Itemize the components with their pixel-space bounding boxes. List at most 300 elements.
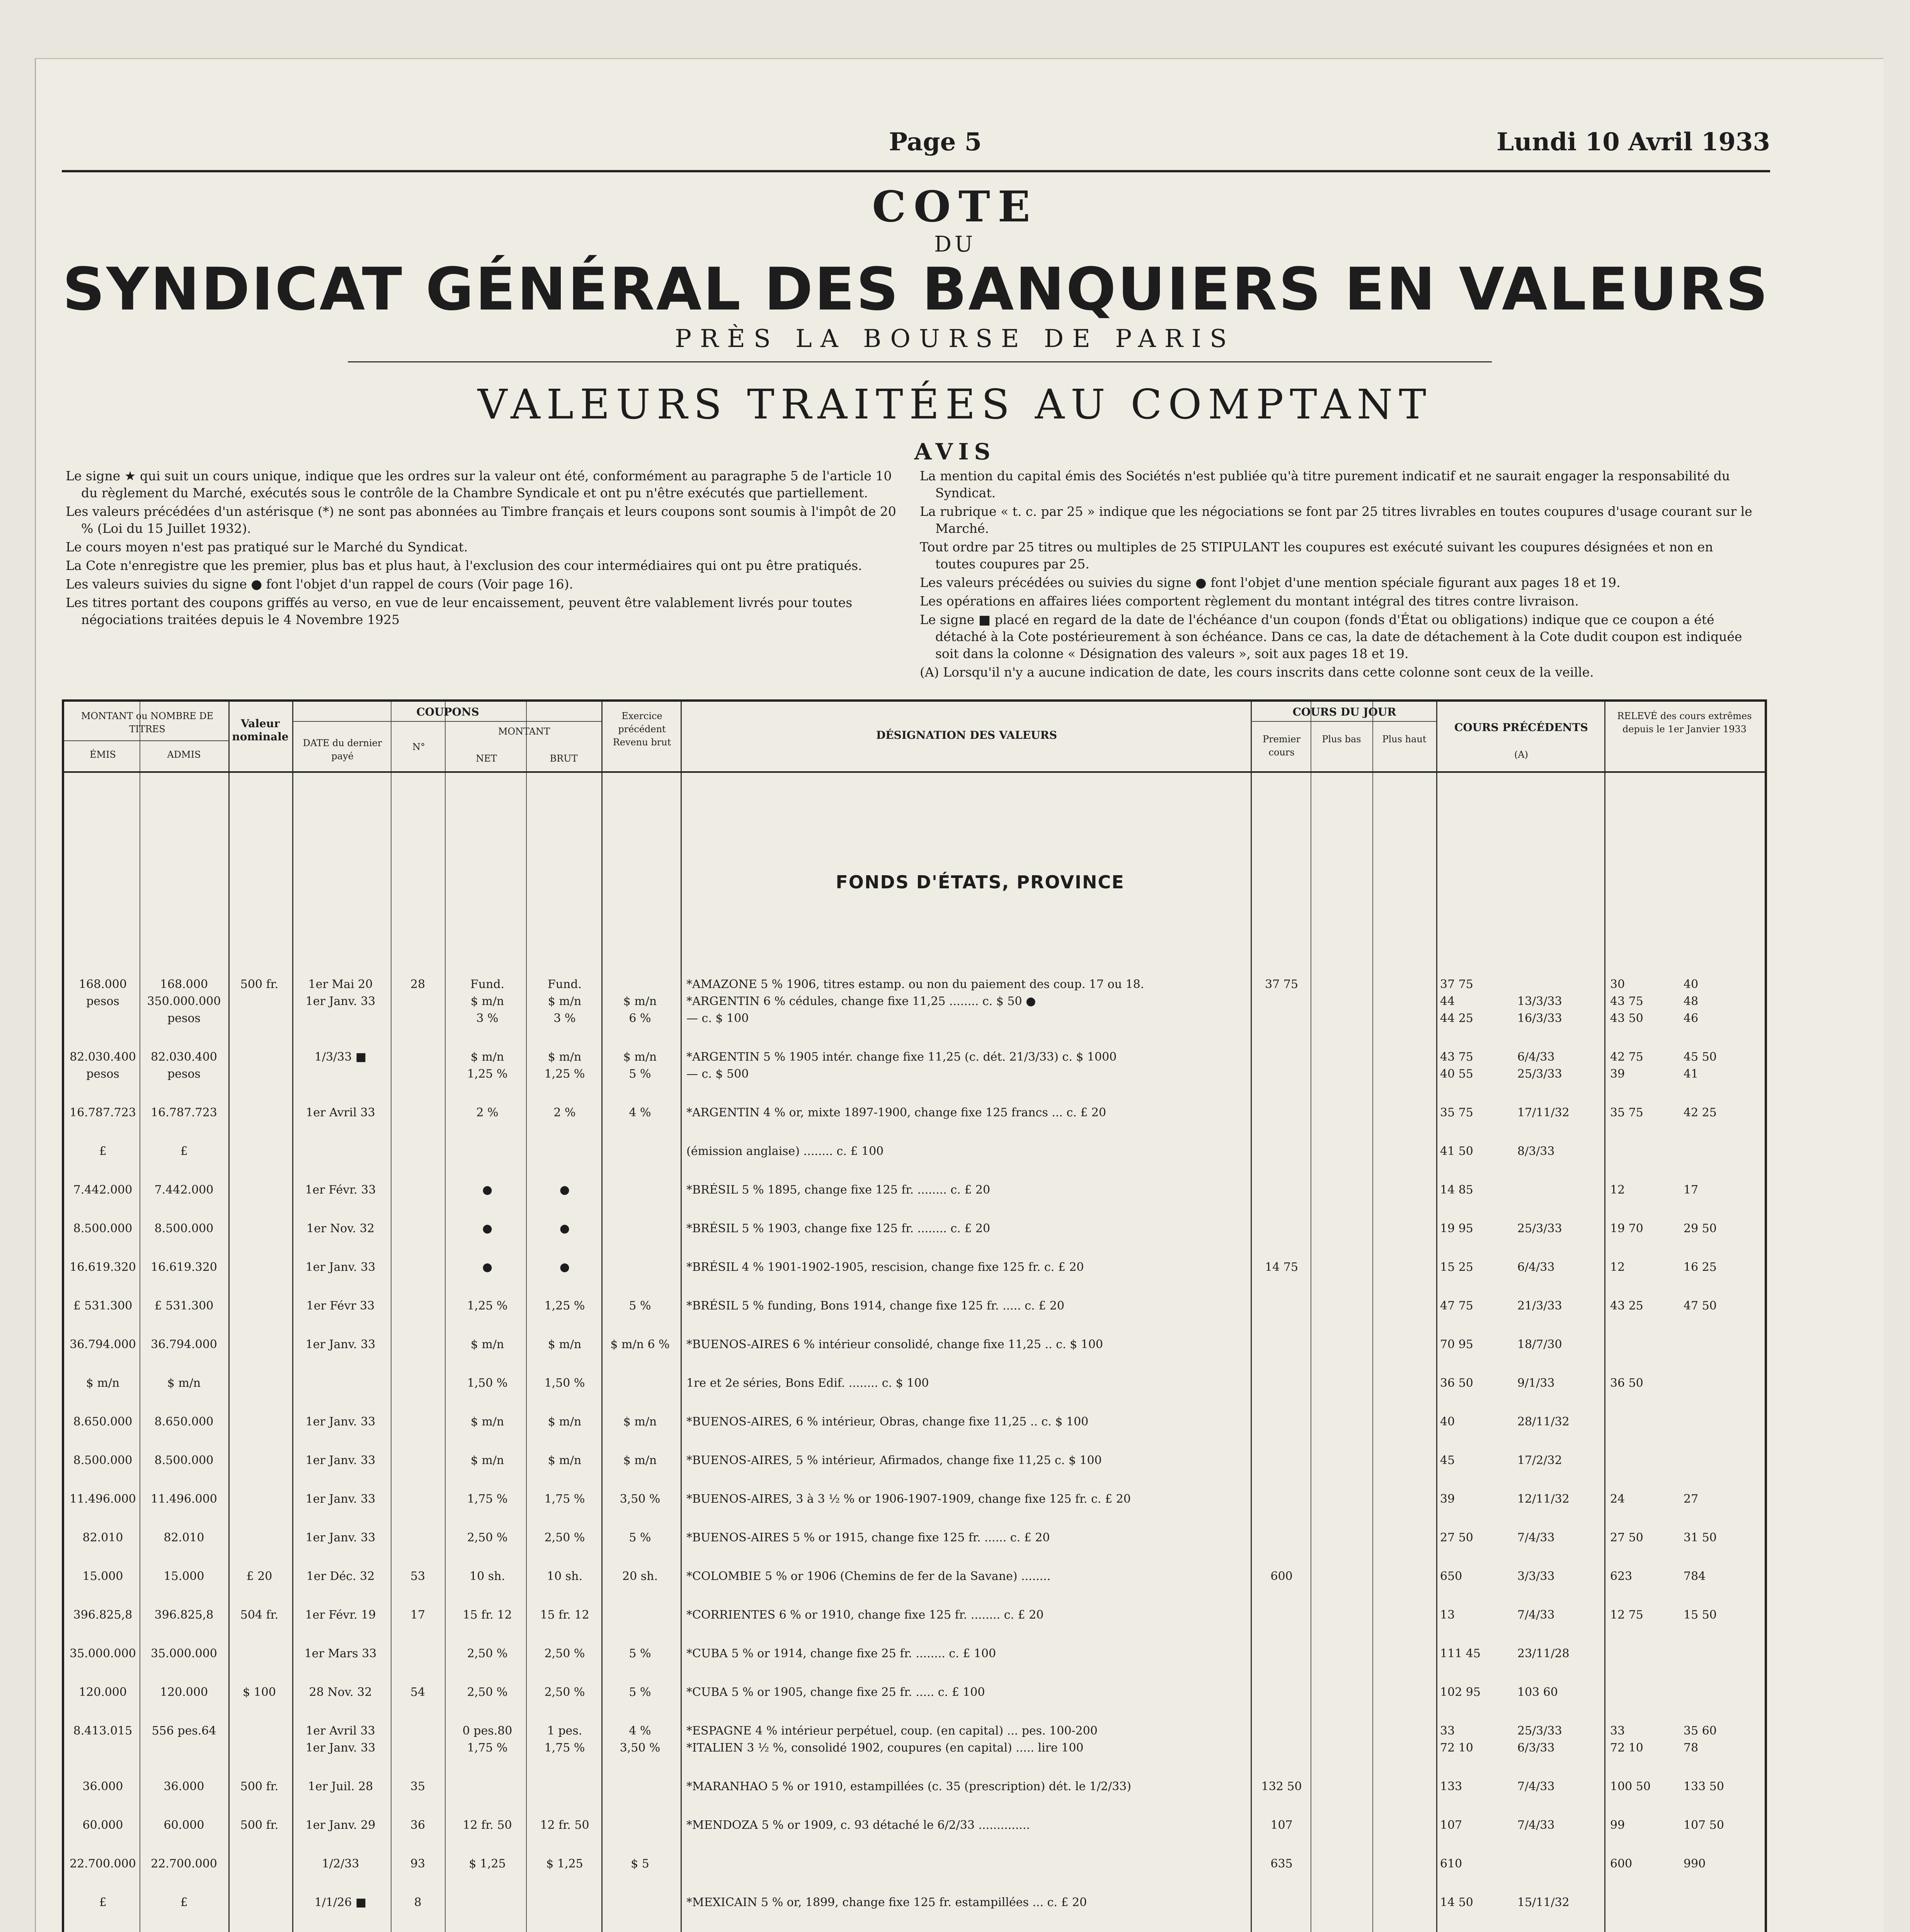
cell-admis: 36.794.000 [151, 1338, 217, 1351]
cell-prevd: 8/3/33 [1517, 1145, 1555, 1158]
cell-lo: 27 [1684, 1492, 1699, 1506]
cell-ex: 5 % [629, 1299, 651, 1313]
cell-emis: 36.000 [82, 1780, 123, 1793]
cell-net: 1,75 % [467, 1492, 508, 1506]
head-plus-haut: Plus haut [1382, 734, 1427, 745]
cell-lo: 15 50 [1684, 1608, 1717, 1622]
cell-ex: 20 sh. [622, 1570, 658, 1583]
cell-admis: 8.650.000 [154, 1415, 214, 1429]
table-row [64, 1066, 1765, 1083]
masthead-rule [62, 170, 1770, 172]
note: Les valeurs suivies du signe ● font l'objet d'un rappel de cours (Voir page 16). [66, 577, 573, 592]
cell-p1: 600 [1270, 1570, 1293, 1583]
cell-hi: 600 [1610, 1857, 1633, 1871]
cell-lo: 78 [1684, 1741, 1699, 1755]
cell-desig: *AMAZONE 5 % 1906, titres estamp. ou non du paiement des coup. 17 ou 18. [686, 978, 1144, 991]
cell-admis: 36.000 [163, 1780, 204, 1793]
cell-prev: 47 75 [1440, 1299, 1473, 1313]
table-row [64, 1568, 1765, 1585]
head-premier: Premier cours [1263, 734, 1301, 758]
cell-net: 3 % [476, 1012, 499, 1025]
cell-lo: 17 [1684, 1183, 1699, 1197]
cell-admis: 8.500.000 [154, 1454, 214, 1467]
cell-emis: 120.000 [78, 1685, 127, 1699]
cell-lo: 784 [1684, 1570, 1706, 1583]
cell-prevd: 12/11/32 [1517, 1492, 1570, 1506]
note: Le cours moyen n'est pas pratiqué sur le Marché du Syndicat. [66, 539, 468, 554]
cell-date: 1er Janv. 33 [305, 995, 376, 1008]
cell-emis: 8.500.000 [73, 1454, 133, 1467]
cell-prevd: 25/3/33 [1517, 1724, 1562, 1738]
cell-n: 17 [410, 1608, 426, 1622]
cell-ex: 5 % [629, 1531, 651, 1544]
note: Tout ordre par 25 titres ou multiples de 25 STIPULANT les coupures est exécuté suivant les coupures désignées et non en toutes coupures par 25. [920, 539, 1713, 571]
table-row [64, 1723, 1765, 1740]
cell-admis: pesos [167, 1012, 201, 1025]
table-row [64, 1336, 1765, 1353]
note: (A) Lorsqu'il n'y a aucune indication de date, les cours inscrits dans cette colonne sont ceux de la veille. [920, 665, 1594, 680]
cell-net: ● [482, 1260, 493, 1274]
cell-n: 28 [410, 978, 426, 991]
cell-brut: 3 % [553, 1012, 576, 1025]
cell-desig: *MARANHAO 5 % or 1910, estampillées (c. 35 (prescription) dét. le 1/2/33) [686, 1780, 1131, 1793]
cell-net: 1,25 % [467, 1067, 508, 1081]
cell-emis: 11.496.000 [70, 1492, 136, 1506]
cell-prev: 15 25 [1440, 1260, 1473, 1274]
cell-n: 8 [414, 1896, 422, 1909]
head-emis: ÉMIS [89, 749, 116, 760]
cell-desig: *CUBA 5 % or 1905, change fixe 25 fr. ..... c. £ 100 [686, 1685, 985, 1699]
cell-desig: *BUENOS-AIRES 5 % or 1915, change fixe 125 fr. ...... c. £ 20 [686, 1531, 1050, 1544]
cell-desig: *ARGENTIN 6 % cédules, change fixe 11,25 ........ c. $ 50 ● [686, 995, 1036, 1008]
head-cours-prec: COURS PRÉCÉDENTS [1454, 721, 1588, 734]
cell-brut: 1,25 % [544, 1299, 585, 1313]
cell-date: 1er Janv. 33 [305, 1415, 376, 1429]
cell-brut: 2,50 % [544, 1531, 585, 1544]
cell-lo: 16 25 [1684, 1260, 1717, 1274]
cell-date: 1er Févr. 33 [305, 1183, 376, 1197]
cell-prevd: 15/11/32 [1517, 1896, 1570, 1909]
head-n: N° [412, 742, 425, 752]
cell-p1: 132 50 [1261, 1780, 1302, 1793]
cell-desig: *BUENOS-AIRES, 3 à 3 ½ % or 1906-1907-1909, change fixe 125 fr. c. £ 20 [686, 1492, 1131, 1506]
cell-prev: 39 [1440, 1492, 1455, 1506]
table-row [64, 1607, 1765, 1624]
cell-date: 1er Janv. 33 [305, 1260, 376, 1274]
head-montant: MONTANT ou NOMBRE DE TITRES [81, 711, 214, 735]
cell-desig: *BRÉSIL 5 % funding, Bons 1914, change fixe 125 fr. ..... c. £ 20 [686, 1299, 1064, 1313]
cell-val: 500 fr. [240, 978, 279, 991]
cell-net: 2,50 % [467, 1685, 508, 1699]
cell-date: 1er Mai 20 [308, 978, 373, 991]
cell-emis: 36.794.000 [70, 1338, 136, 1351]
title-cote: COTE [872, 182, 1038, 231]
table-row [64, 993, 1765, 1010]
cell-brut: 2,50 % [544, 1685, 585, 1699]
cell-val: 504 fr. [240, 1608, 279, 1622]
cell-prev: 14 50 [1440, 1896, 1473, 1909]
cell-net: $ 1,25 [469, 1857, 506, 1871]
cell-net: $ m/n [470, 1050, 504, 1064]
cell-prev: 13 [1440, 1608, 1455, 1622]
cell-desig: *BRÉSIL 4 % 1901-1902-1905, rescision, change fixe 125 fr. c. £ 20 [686, 1260, 1084, 1274]
cell-lo: 48 [1684, 995, 1699, 1008]
cell-hi: 43 50 [1610, 1012, 1643, 1025]
cell-prevd: 6/4/33 [1517, 1260, 1555, 1274]
cell-emis: 82.010 [82, 1531, 123, 1544]
cell-lo: 31 50 [1684, 1531, 1717, 1544]
cell-ex: 3,50 % [620, 1741, 660, 1755]
cell-admis: £ [180, 1896, 188, 1909]
cell-prev: 107 [1440, 1818, 1462, 1832]
cell-emis: 8.413.015 [73, 1724, 133, 1738]
cell-lo: 990 [1684, 1857, 1706, 1871]
cell-p1: 14 75 [1265, 1260, 1298, 1274]
note: Le signe ★ qui suit un cours unique, indique que les ordres sur la valeur ont été, conformément au paragraphe 5 de l'article 10 du règlement du Marché, exécutés sous le contrôle de la Chambre Syndicale et ont pu n'être exécutés que partiellement. [66, 468, 892, 500]
table-row [64, 1491, 1765, 1508]
cell-prevd: 7/4/33 [1517, 1531, 1555, 1544]
cell-emis: 16.787.723 [70, 1106, 136, 1119]
cell-desig: — c. $ 500 [686, 1067, 749, 1081]
cell-admis: 60.000 [163, 1818, 204, 1832]
note: Les titres portant des coupons griffés au verso, en vue de leur encaissement, peuvent être valablement livrés pour toutes négociations traitées depuis le 4 Novembre 1925 [66, 595, 853, 627]
cell-brut: ● [559, 1222, 570, 1235]
cell-desig: *ARGENTIN 4 % or, mixte 1897-1900, change fixe 125 francs ... c. £ 20 [686, 1106, 1107, 1119]
cell-prev: 36 50 [1440, 1376, 1473, 1390]
cell-prevd: 17/11/32 [1517, 1106, 1570, 1119]
title-avis: AVIS [914, 439, 996, 465]
cell-prev: 111 45 [1440, 1647, 1481, 1660]
cell-prev: 19 95 [1440, 1222, 1473, 1235]
cell-emis: 8.500.000 [73, 1222, 133, 1235]
table-row [64, 1220, 1765, 1237]
cell-desig: *MEXICAIN 5 % or, 1899, change fixe 125 fr. estampillées ... c. £ 20 [686, 1896, 1087, 1909]
cell-ex: $ m/n [623, 995, 657, 1008]
header-rule [64, 771, 1765, 773]
cell-brut: 12 fr. 50 [540, 1818, 589, 1832]
title-du: DU [934, 232, 976, 257]
cell-prevd: 23/11/28 [1517, 1647, 1570, 1660]
notes-right [920, 468, 1755, 682]
cell-date: 1er Févr 33 [306, 1299, 375, 1313]
quotation-table [62, 699, 1767, 1932]
sub-rule [1251, 721, 1436, 722]
cell-admis: 8.500.000 [154, 1222, 214, 1235]
cell-net: 2 % [476, 1106, 499, 1119]
cell-desig: — c. $ 100 [686, 1012, 749, 1025]
cell-prev: 35 75 [1440, 1106, 1473, 1119]
cell-emis: $ m/n [86, 1376, 120, 1390]
cell-desig: *BUENOS-AIRES 6 % intérieur consolidé, change fixe 11,25 .. c. $ 100 [686, 1338, 1103, 1351]
head-date: DATE du dernier payé [303, 738, 382, 762]
cell-n: 93 [410, 1857, 426, 1871]
sub-rule [64, 740, 228, 741]
cell-admis: 35.000.000 [151, 1647, 217, 1660]
cell-lo: 45 50 [1684, 1050, 1717, 1064]
cell-prev: 41 50 [1440, 1145, 1473, 1158]
cell-emis: 15.000 [82, 1570, 123, 1583]
table-row [64, 1104, 1765, 1121]
cell-date: 1er Févr. 19 [305, 1608, 376, 1622]
cell-date: 1/3/33 ■ [314, 1050, 367, 1064]
cell-prev: 44 25 [1440, 1012, 1473, 1025]
cell-lo: 42 25 [1684, 1106, 1717, 1119]
cell-admis: 396.825,8 [154, 1608, 214, 1622]
cell-prevd: 7/4/33 [1517, 1818, 1555, 1832]
cell-brut: 1,75 % [544, 1492, 585, 1506]
cell-emis: 7.442.000 [73, 1183, 133, 1197]
cell-hi: 42 75 [1610, 1050, 1643, 1064]
cell-ex: $ m/n 6 % [610, 1338, 670, 1351]
cell-admis: 22.700.000 [151, 1857, 217, 1871]
title-rule [348, 361, 1492, 362]
cell-admis: £ 531.300 [154, 1299, 214, 1313]
cell-lo: 41 [1684, 1067, 1699, 1081]
cell-net: 2,50 % [467, 1647, 508, 1660]
cell-net: $ m/n [470, 1454, 504, 1467]
head-plus-bas: Plus bas [1322, 734, 1361, 745]
cell-admis: 82.030.400 [151, 1050, 217, 1064]
cell-brut: 1 pes. [547, 1724, 582, 1738]
head-brut: BRUT [550, 753, 578, 764]
table-row [64, 1298, 1765, 1315]
section-title: FONDS D'ÉTATS, PROVINCE [836, 872, 1125, 893]
cell-prev: 45 [1440, 1454, 1455, 1467]
cell-prev: 133 [1440, 1780, 1462, 1793]
cell-emis: 22.700.000 [70, 1857, 136, 1871]
cell-val: 500 fr. [240, 1818, 279, 1832]
cell-prev: 102 95 [1440, 1685, 1481, 1699]
cell-admis: 7.442.000 [154, 1183, 214, 1197]
cell-prevd: 28/11/32 [1517, 1415, 1570, 1429]
cell-desig: *ARGENTIN 5 % 1905 intér. change fixe 11,25 (c. dét. 21/3/33) c. $ 1000 [686, 1050, 1117, 1064]
cell-emis: £ [99, 1145, 107, 1158]
cell-admis: 15.000 [163, 1570, 204, 1583]
cell-ex: $ 5 [631, 1857, 649, 1871]
cell-p1: 635 [1270, 1857, 1293, 1871]
cell-net: ● [482, 1222, 493, 1235]
cell-hi: 72 10 [1610, 1741, 1643, 1755]
cell-prev: 43 75 [1440, 1050, 1473, 1064]
cell-prevd: 13/3/33 [1517, 995, 1562, 1008]
cell-hi: 35 75 [1610, 1106, 1643, 1119]
cell-prevd: 7/4/33 [1517, 1780, 1555, 1793]
cell-admis: 16.619.320 [151, 1260, 217, 1274]
cell-desig: *BRÉSIL 5 % 1895, change fixe 125 fr. ........ c. £ 20 [686, 1183, 991, 1197]
cell-desig: *BUENOS-AIRES, 6 % intérieur, Obras, change fixe 11,25 .. c. $ 100 [686, 1415, 1089, 1429]
cell-hi: 27 50 [1610, 1531, 1643, 1544]
table-row [64, 1452, 1765, 1469]
note: Les valeurs précédées d'un astérisque (*) ne sont pas abonnées au Timbre français et leurs coupons sont soumis à l'impôt de 20 % (Loi du 15 Juillet 1932). [66, 504, 896, 536]
cell-net: $ m/n [470, 1338, 504, 1351]
cell-ex: $ m/n [623, 1415, 657, 1429]
cell-date: 1er Avril 33 [306, 1106, 375, 1119]
cell-hi: 99 [1610, 1818, 1625, 1832]
cell-ex: $ m/n [623, 1050, 657, 1064]
head-net: NET [476, 753, 497, 764]
head-exercice: Exercice précédent Revenu brut [613, 711, 671, 748]
head-cours-jour: COURS DU JOUR [1292, 706, 1396, 718]
cell-date: 1er Janv. 33 [305, 1338, 376, 1351]
note: La rubrique « t. c. par 25 » indique que les négociations se font par 25 titres livrables en toutes coupures d'usage courant sur le Marché. [920, 504, 1752, 536]
cell-admis: $ m/n [167, 1376, 201, 1390]
cell-admis: £ [180, 1145, 188, 1158]
cell-prev: 37 75 [1440, 978, 1473, 991]
cell-ex: 3,50 % [620, 1492, 660, 1506]
cell-brut: $ m/n [548, 1050, 582, 1064]
cell-admis: 82.010 [163, 1531, 204, 1544]
cell-date: 28 Nov. 32 [309, 1685, 372, 1699]
table-row [64, 1259, 1765, 1276]
head-valeur: Valeur nominale [232, 717, 289, 743]
cell-brut: $ 1,25 [546, 1857, 583, 1871]
cell-lo: 46 [1684, 1012, 1699, 1025]
cell-admis: 120.000 [160, 1685, 208, 1699]
cell-prev: 33 [1440, 1724, 1455, 1738]
cell-net: 1,25 % [467, 1299, 508, 1313]
table-row [64, 1049, 1765, 1066]
cell-emis: 16.619.320 [70, 1260, 136, 1274]
cell-val: 500 fr. [240, 1780, 279, 1793]
cell-prevd: 25/3/33 [1517, 1067, 1562, 1081]
table-row [64, 1817, 1765, 1834]
cell-date: 1er Janv. 33 [305, 1454, 376, 1467]
cell-hi: 43 75 [1610, 995, 1643, 1008]
cell-prevd: 25/3/33 [1517, 1222, 1562, 1235]
cell-net: ● [482, 1183, 493, 1197]
cell-ex: 5 % [629, 1067, 651, 1081]
note: La Cote n'enregistre que les premier, plus bas et plus haut, à l'exclusion des cour intermédiaires qui ont pu être pratiqués. [66, 558, 862, 573]
cell-val: £ 20 [246, 1570, 272, 1583]
cell-hi: 12 [1610, 1260, 1625, 1274]
table-row [64, 976, 1765, 993]
sub-rule [292, 721, 601, 722]
cell-date: 1er Déc. 32 [306, 1570, 375, 1583]
cell-prevd: 6/4/33 [1517, 1050, 1555, 1064]
cell-emis: £ [99, 1896, 107, 1909]
cell-emis: pesos [86, 995, 119, 1008]
cell-prevd: 21/3/33 [1517, 1299, 1562, 1313]
cell-n: 36 [410, 1818, 426, 1832]
title-syndicat: SYNDICAT GÉNÉRAL DES BANQUIERS EN VALEURS [62, 255, 1770, 323]
head-montant-c: MONTANT [498, 726, 550, 737]
cell-date: 1er Janv. 33 [305, 1741, 376, 1755]
head-a: (A) [1514, 749, 1529, 760]
cell-lo: 133 50 [1684, 1780, 1724, 1793]
page-header [62, 128, 1770, 156]
table-row [64, 1740, 1765, 1757]
cell-hi: 12 75 [1610, 1608, 1643, 1622]
cell-brut: ● [559, 1260, 570, 1274]
cell-prev: 40 55 [1440, 1067, 1473, 1081]
table-row [64, 1143, 1765, 1160]
head-designation: DÉSIGNATION DES VALEURS [876, 729, 1057, 742]
cell-date: 1er Janv. 33 [305, 1531, 376, 1544]
cell-hi: 43 25 [1610, 1299, 1643, 1313]
table-row [64, 1645, 1765, 1662]
cell-ex: 5 % [629, 1685, 651, 1699]
cell-admis: 11.496.000 [151, 1492, 217, 1506]
cell-net: $ m/n [470, 1415, 504, 1429]
cell-brut: 15 fr. 12 [540, 1608, 589, 1622]
cell-lo: 107 50 [1684, 1818, 1724, 1832]
cell-date: 1er Nov. 32 [306, 1222, 375, 1235]
cell-hi: 39 [1610, 1067, 1625, 1081]
cell-net: 0 pes.80 [462, 1724, 512, 1738]
cell-date: 1/1/26 ■ [314, 1896, 367, 1909]
cell-emis: 8.650.000 [73, 1415, 133, 1429]
title-pres: PRÈS LA BOURSE DE PARIS [674, 325, 1236, 353]
page-number: Page 5 [889, 128, 982, 156]
cell-hi: 623 [1610, 1570, 1633, 1583]
cell-prev: 650 [1440, 1570, 1462, 1583]
cell-brut: $ m/n [548, 995, 582, 1008]
cell-prevd: 17/2/32 [1517, 1454, 1562, 1467]
cell-emis: 60.000 [82, 1818, 123, 1832]
cell-net: 1,75 % [467, 1741, 508, 1755]
cell-admis: pesos [167, 1067, 201, 1081]
cell-net: Fund. [470, 978, 505, 991]
cell-lo: 35 60 [1684, 1724, 1717, 1738]
cell-ex: 6 % [629, 1012, 651, 1025]
cell-brut: 1,25 % [544, 1067, 585, 1081]
cell-brut: $ m/n [548, 1415, 582, 1429]
table-row [64, 1182, 1765, 1199]
cell-n: 35 [410, 1780, 426, 1793]
cell-date: 1er Janv. 29 [305, 1818, 376, 1832]
cell-admis: 350.000.000 [147, 995, 221, 1008]
cell-net: 15 fr. 12 [463, 1608, 512, 1622]
cell-ex: $ m/n [623, 1454, 657, 1467]
cell-emis: 168.000 [78, 978, 127, 991]
cell-desig: *COLOMBIE 5 % or 1906 (Chemins de fer de la Savane) ........ [686, 1570, 1051, 1583]
cell-prev: 14 85 [1440, 1183, 1473, 1197]
note: La mention du capital émis des Sociétés n'est publiée qu'à titre purement indicatif et ne saurait engager la responsabilité du Syndicat. [920, 468, 1730, 500]
note: Le signe ■ placé en regard de la date de l'échéance d'un coupon (fonds d'État ou obligations) indique que ce coupon a été détaché à la Cote postérieurement à son échéance. Dans ce cas, la date de détachement à la Cote dudit coupon est indiquée soit dans la colonne « Désignation des valeurs », soit aux pages 18 et 19. [920, 612, 1742, 661]
cell-hi: 24 [1610, 1492, 1625, 1506]
cell-p1: 107 [1270, 1818, 1293, 1832]
cell-desig: *ITALIEN 3 ½ %, consolidé 1902, coupures (en capital) ..... lire 100 [686, 1741, 1084, 1755]
cell-n: 54 [410, 1685, 426, 1699]
cell-emis: 396.825,8 [73, 1608, 133, 1622]
cell-desig: *BRÉSIL 5 % 1903, change fixe 125 fr. ........ c. £ 20 [686, 1222, 991, 1235]
cell-p1: 37 75 [1265, 978, 1298, 991]
cell-desig: *ESPAGNE 4 % intérieur perpétuel, coup. (en capital) ... pes. 100-200 [686, 1724, 1098, 1738]
cell-prevd: 7/4/33 [1517, 1608, 1555, 1622]
cell-hi: 36 50 [1610, 1376, 1643, 1390]
cell-admis: 16.787.723 [151, 1106, 217, 1119]
cell-net: 12 fr. 50 [463, 1818, 512, 1832]
cell-prevd: 3/3/33 [1517, 1570, 1555, 1583]
cell-net: 1,50 % [467, 1376, 508, 1390]
cell-hi: 12 [1610, 1183, 1625, 1197]
cell-hi: 100 50 [1610, 1780, 1651, 1793]
head-admis: ADMIS [167, 749, 201, 760]
cell-admis: 556 pes.64 [152, 1724, 216, 1738]
cell-brut: $ m/n [548, 1454, 582, 1467]
cell-brut: 1,50 % [544, 1376, 585, 1390]
cell-prev: 44 [1440, 995, 1455, 1008]
cell-emis: pesos [86, 1067, 119, 1081]
cell-admis: 168.000 [160, 978, 208, 991]
cell-date: 1er Juil. 28 [308, 1780, 373, 1793]
cell-prev: 610 [1440, 1857, 1462, 1871]
cell-brut: Fund. [547, 978, 582, 991]
cell-brut: 2,50 % [544, 1647, 585, 1660]
cell-date: 1/2/33 [322, 1857, 359, 1871]
cell-brut: 10 sh. [547, 1570, 582, 1583]
cell-val: $ 100 [243, 1685, 276, 1699]
